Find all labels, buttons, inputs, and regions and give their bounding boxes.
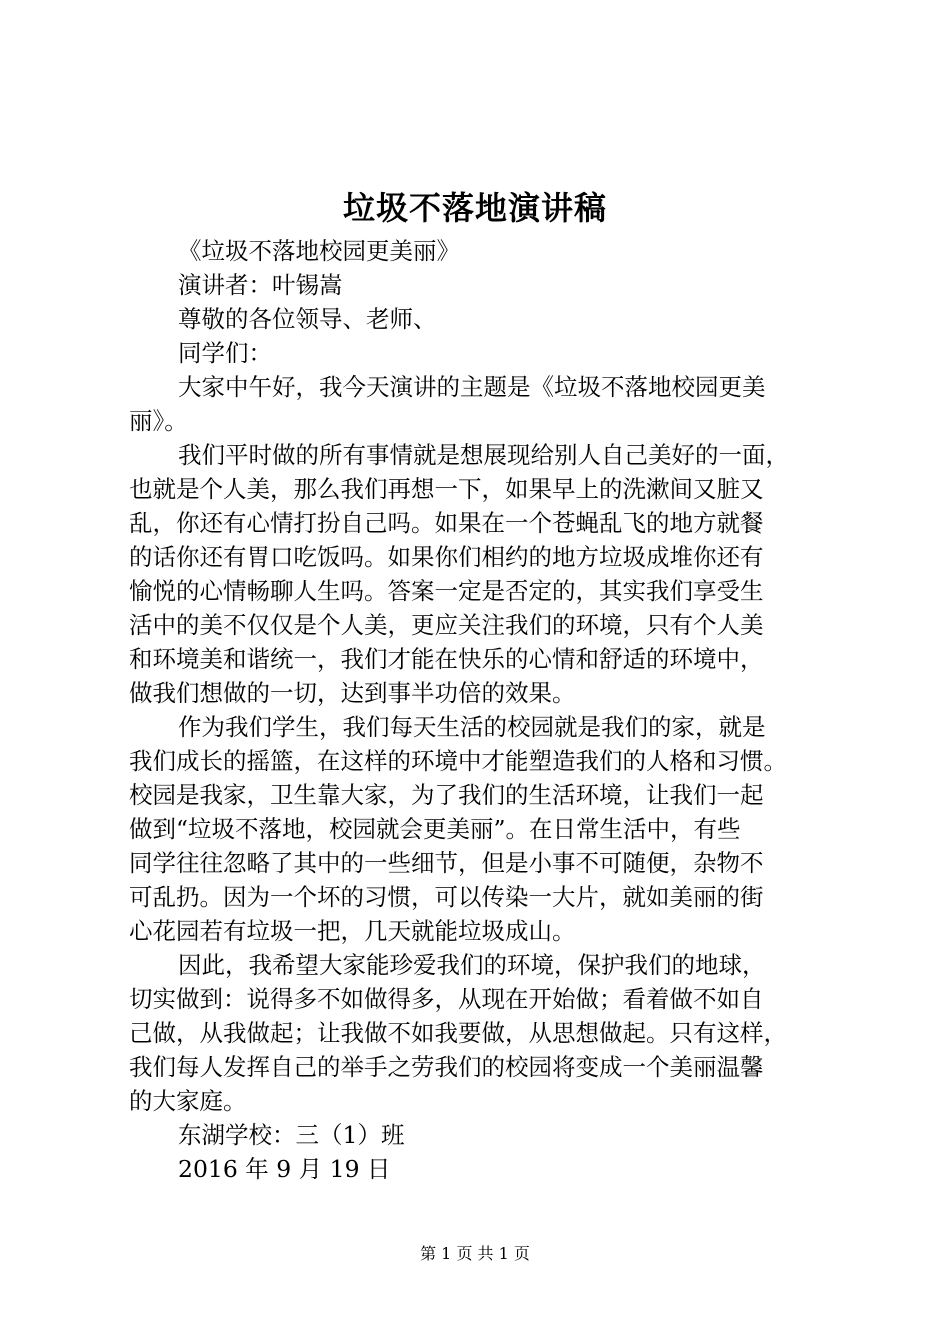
- text-line: 做到“垃圾不落地，校园就会更美丽”。在日常生活中，有些: [129, 815, 741, 843]
- text-line: 的话你还有胃口吃饭吗。如果你们相约的地方垃圾成堆你还有: [129, 543, 764, 571]
- text-line: 做我们想做的一切，达到事半功倍的效果。: [129, 679, 576, 707]
- text-line: 我们每人发挥自己的举手之劳我们的校园将变成一个美丽温馨: [129, 1053, 764, 1081]
- text-line: 丽》。: [129, 407, 188, 435]
- text-line: 切实做到：说得多不如做得多，从现在开始做；看着做不如自: [129, 985, 764, 1013]
- text-line: 作为我们学生，我们每天生活的校园就是我们的家，就是: [178, 713, 766, 741]
- text-line: 尊敬的各位领导、老师、: [178, 305, 437, 333]
- text-line: 校园是我家，卫生靠大家，为了我们的生活环境，让我们一起: [129, 781, 764, 809]
- text-line: 愉悦的心情畅聊人生吗。答案一定是否定的，其实我们享受生: [129, 577, 764, 605]
- text-line: 《垃圾不落地校园更美丽》: [178, 237, 460, 265]
- text-line: 活中的美不仅仅是个人美，更应关注我们的环境，只有个人美: [129, 611, 764, 639]
- text-line: 和环境美和谐统一，我们才能在快乐的心情和舒适的环境中，: [129, 645, 764, 673]
- text-line: 同学们：: [178, 339, 272, 367]
- text-line: 可乱扔。因为一个坏的习惯，可以传染一大片，就如美丽的街: [129, 883, 764, 911]
- document-body: [129, 234, 833, 1186]
- text-line: 我们平时做的所有事情就是想展现给别人自己美好的一面，: [178, 441, 789, 469]
- page-title: 垃圾不落地演讲稿: [342, 189, 607, 227]
- text-line: 我们成长的摇篮，在这样的环境中才能塑造我们的人格和习惯。: [129, 747, 787, 775]
- page-footer: 第 1 页 共 1 页: [420, 1244, 530, 1263]
- text-line: 演讲者：叶锡嵩: [178, 271, 343, 299]
- text-line: 东湖学校：三（1）班: [178, 1121, 405, 1149]
- text-line: 2016 年 9 月 19 日: [178, 1155, 391, 1183]
- text-line: 乱，你还有心情打扮自己吗。如果在一个苍蝇乱飞的地方就餐: [129, 509, 764, 537]
- text-line: 同学往往忽略了其中的一些细节，但是小事不可随便，杂物不: [129, 849, 764, 877]
- text-line: 也就是个人美，那么我们再想一下，如果早上的洗漱间又脏又: [129, 475, 764, 503]
- text-line: 因此，我希望大家能珍爱我们的环境，保护我们的地球，: [178, 951, 766, 979]
- text-line: 大家中午好，我今天演讲的主题是《垃圾不落地校园更美: [178, 373, 766, 401]
- text-line: 心花园若有垃圾一把，几天就能垃圾成山。: [129, 917, 576, 945]
- text-line: 己做，从我做起；让我做不如我要做，从思想做起。只有这样，: [129, 1019, 787, 1047]
- text-line: 的大家庭。: [129, 1087, 247, 1115]
